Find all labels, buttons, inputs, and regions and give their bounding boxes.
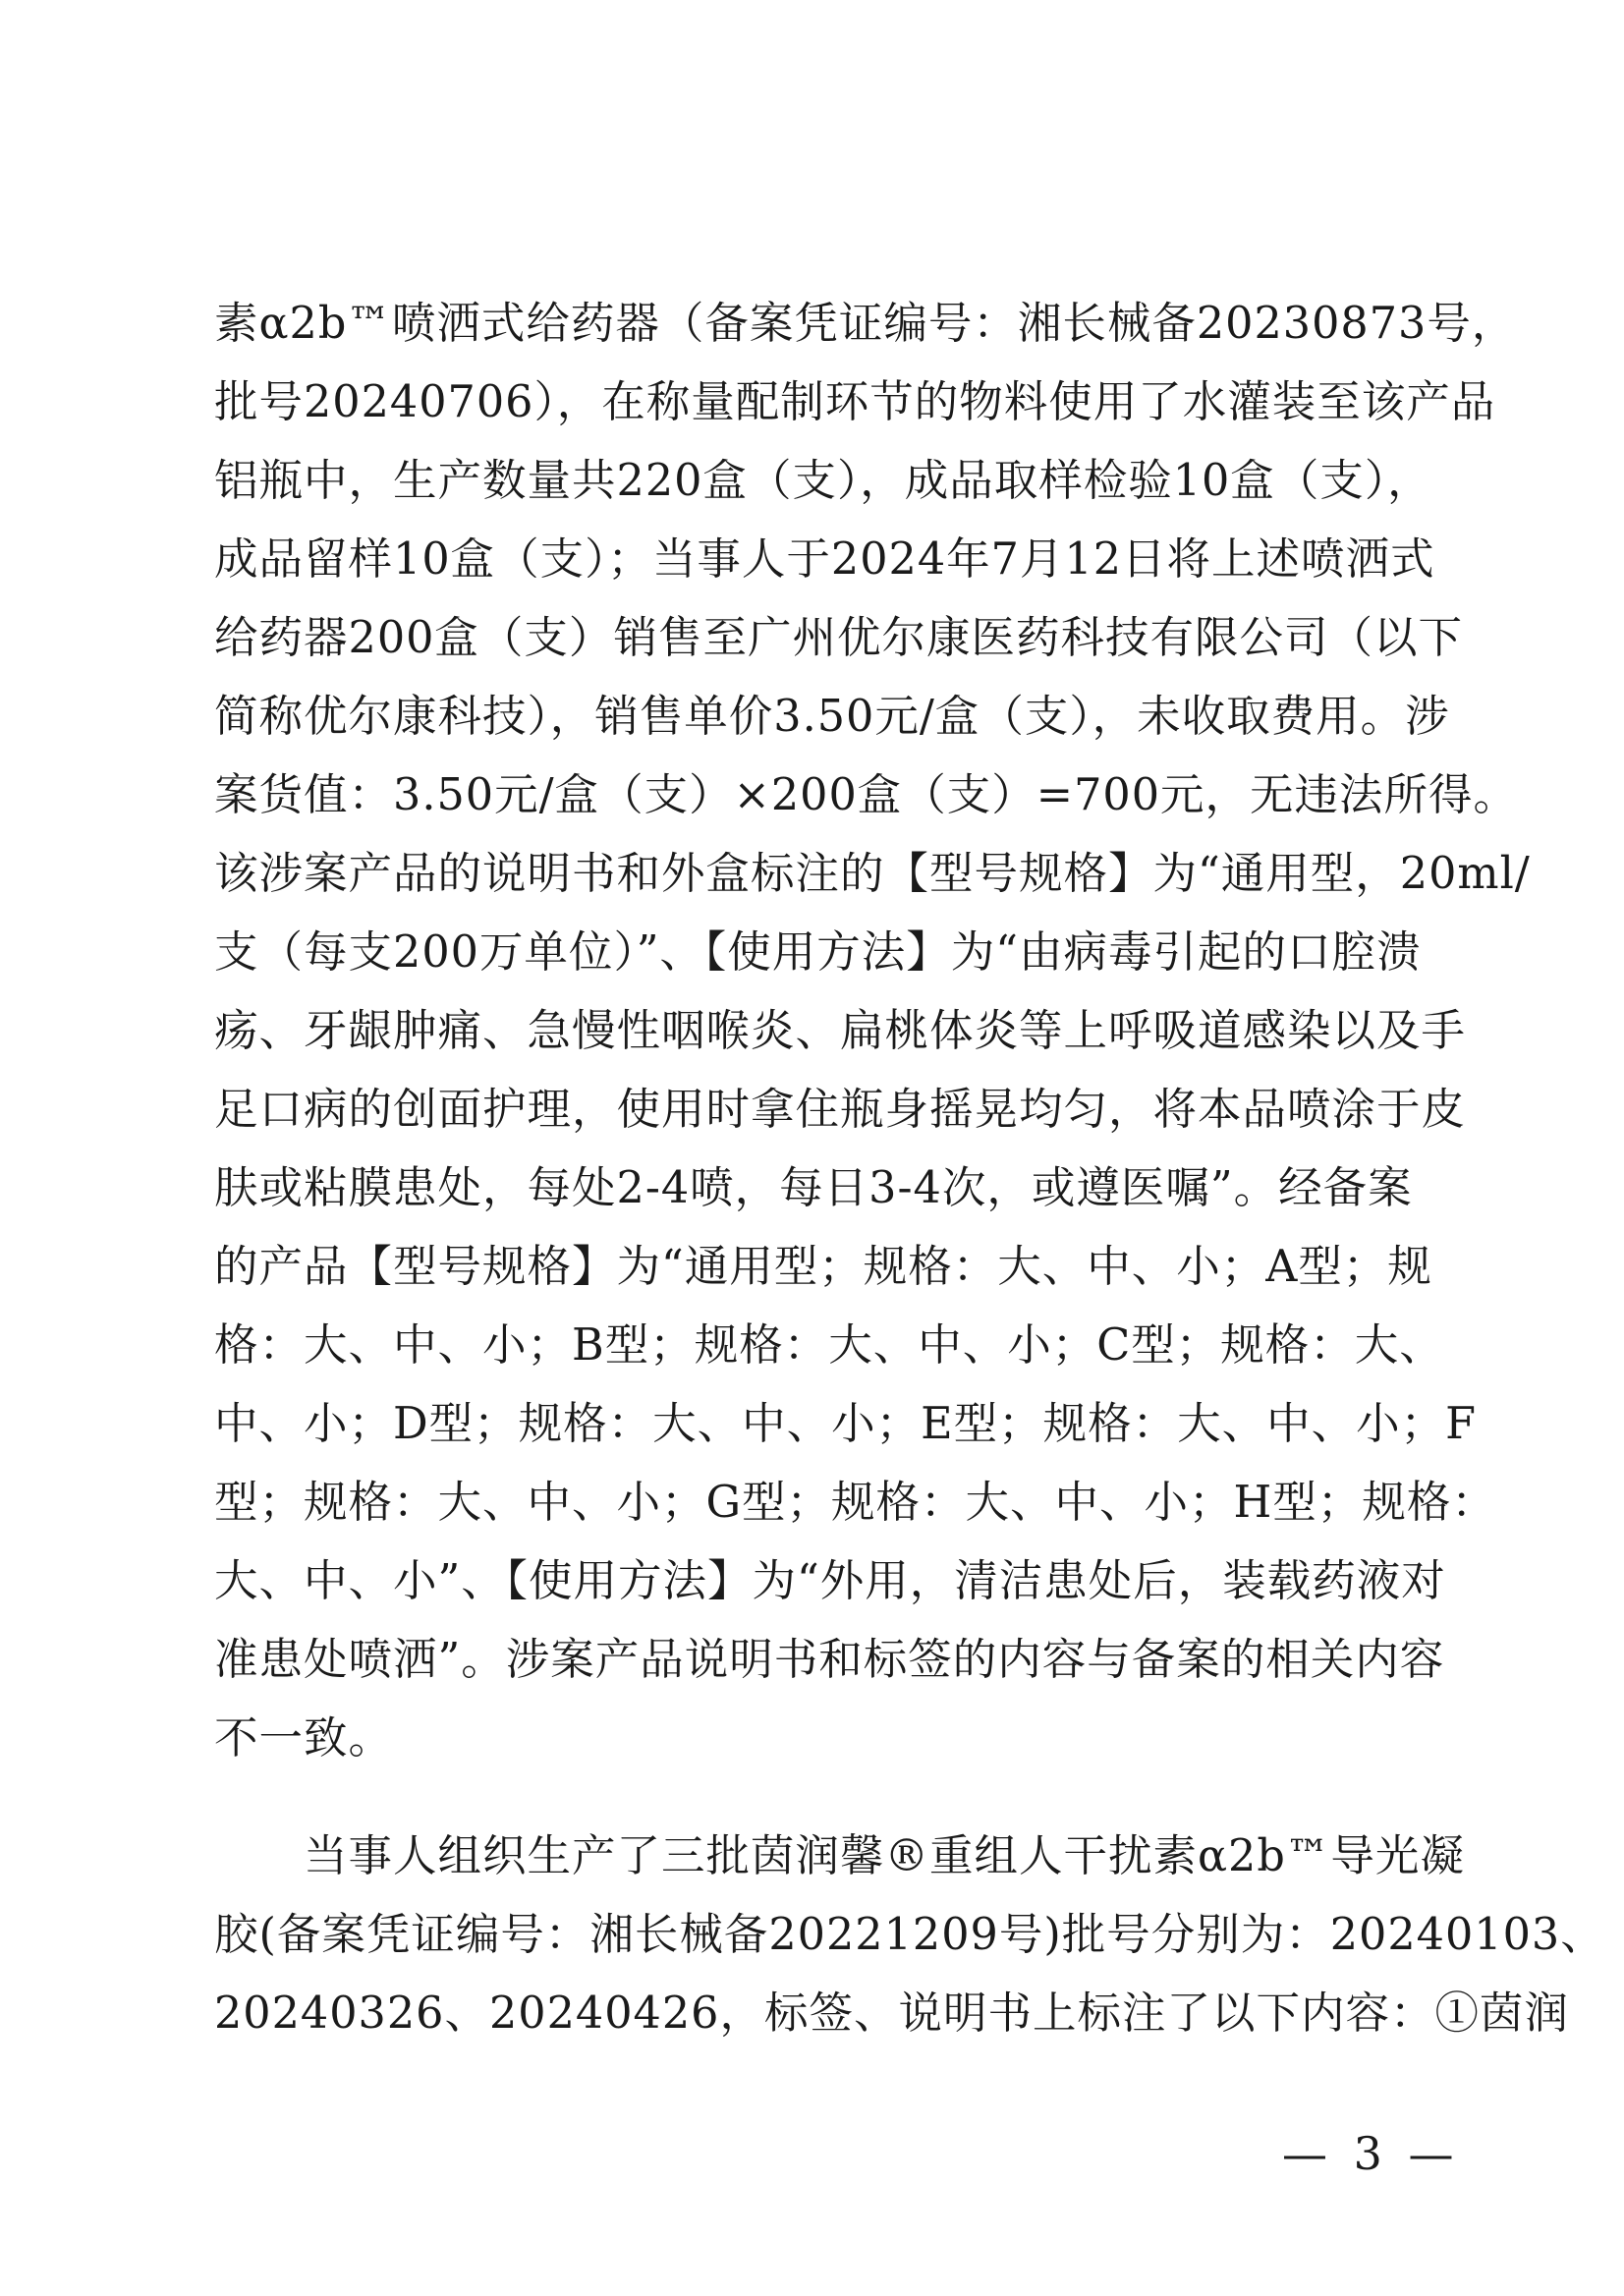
text-line: 该涉案产品的说明书和外盒标注的【型号规格】为“通用型，20ml/ [214,849,1531,899]
text-line: 成品留样10盒（支）；当事人于2024年7月12日将上述喷洒式 [214,534,1435,585]
text-line: 当事人组织生产了三批茵润馨®重组人干扰素α2b™导光凝 [214,1831,1465,1881]
text-line: 准患处喷洒”。涉案产品说明书和标签的内容与备案的相关内容 [214,1635,1445,1685]
text-line: 足口病的创面护理，使用时拿住瓶身摇晃均匀，将本品喷涂于皮 [214,1085,1467,1135]
text-line: 胶(备案凭证编号：湘长械备20221209号)批号分别为：20240103、 [214,1910,1605,1960]
text-line: 批号20240706），在称量配制环节的物料使用了水灌装至该产品 [214,377,1496,427]
page-number: — 3 — [1282,2127,1460,2180]
text-line: 20240326、20240426，标签、说明书上标注了以下内容：①茵润 [214,1988,1569,2039]
text-line: 肤或粘膜患处，每处2-4喷，每日3-4次，或遵医嘱”。经备案 [214,1163,1413,1213]
text-line: 铝瓶中，生产数量共220盒（支），成品取样检验10盒（支）， [214,456,1432,506]
text-line: 的产品【型号规格】为“通用型；规格：大、中、小；A型；规 [214,1242,1432,1292]
text-line: 简称优尔康科技），销售单价3.50元/盒（支），未收取费用。涉 [214,692,1450,742]
body-text [214,285,1605,2053]
text-line: 案货值：3.50元/盒（支）×200盒（支）=700元，无违法所得。 [214,770,1519,820]
paragraph-gap [214,1778,1423,1818]
text-line: 疡、牙龈肿痛、急慢性咽喉炎、扁桃体炎等上呼吸道感染以及手 [214,1006,1467,1056]
text-line: 素α2b™喷洒式给药器（备案凭证编号：湘长械备20230873号， [214,299,1517,349]
text-line: 格：大、中、小；B型；规格：大、中、小；C型；规格：大、 [214,1320,1444,1371]
text-line: 大、中、小”、【使用方法】为“外用，清洁患处后，装载药液对 [214,1556,1446,1606]
text-line: 不一致。 [214,1713,394,1764]
text-line: 给药器200盒（支）销售至广州优尔康医药科技有限公司（以下 [214,613,1463,663]
text-line: 型；规格：大、中、小；G型；规格：大、中、小；H型；规格： [214,1478,1496,1528]
text-line: 支（每支200万单位）”、【使用方法】为“由病毒引起的口腔溃 [214,927,1422,978]
text-line: 中、小；D型；规格：大、中、小；E型；规格：大、中、小；F [214,1399,1478,1449]
